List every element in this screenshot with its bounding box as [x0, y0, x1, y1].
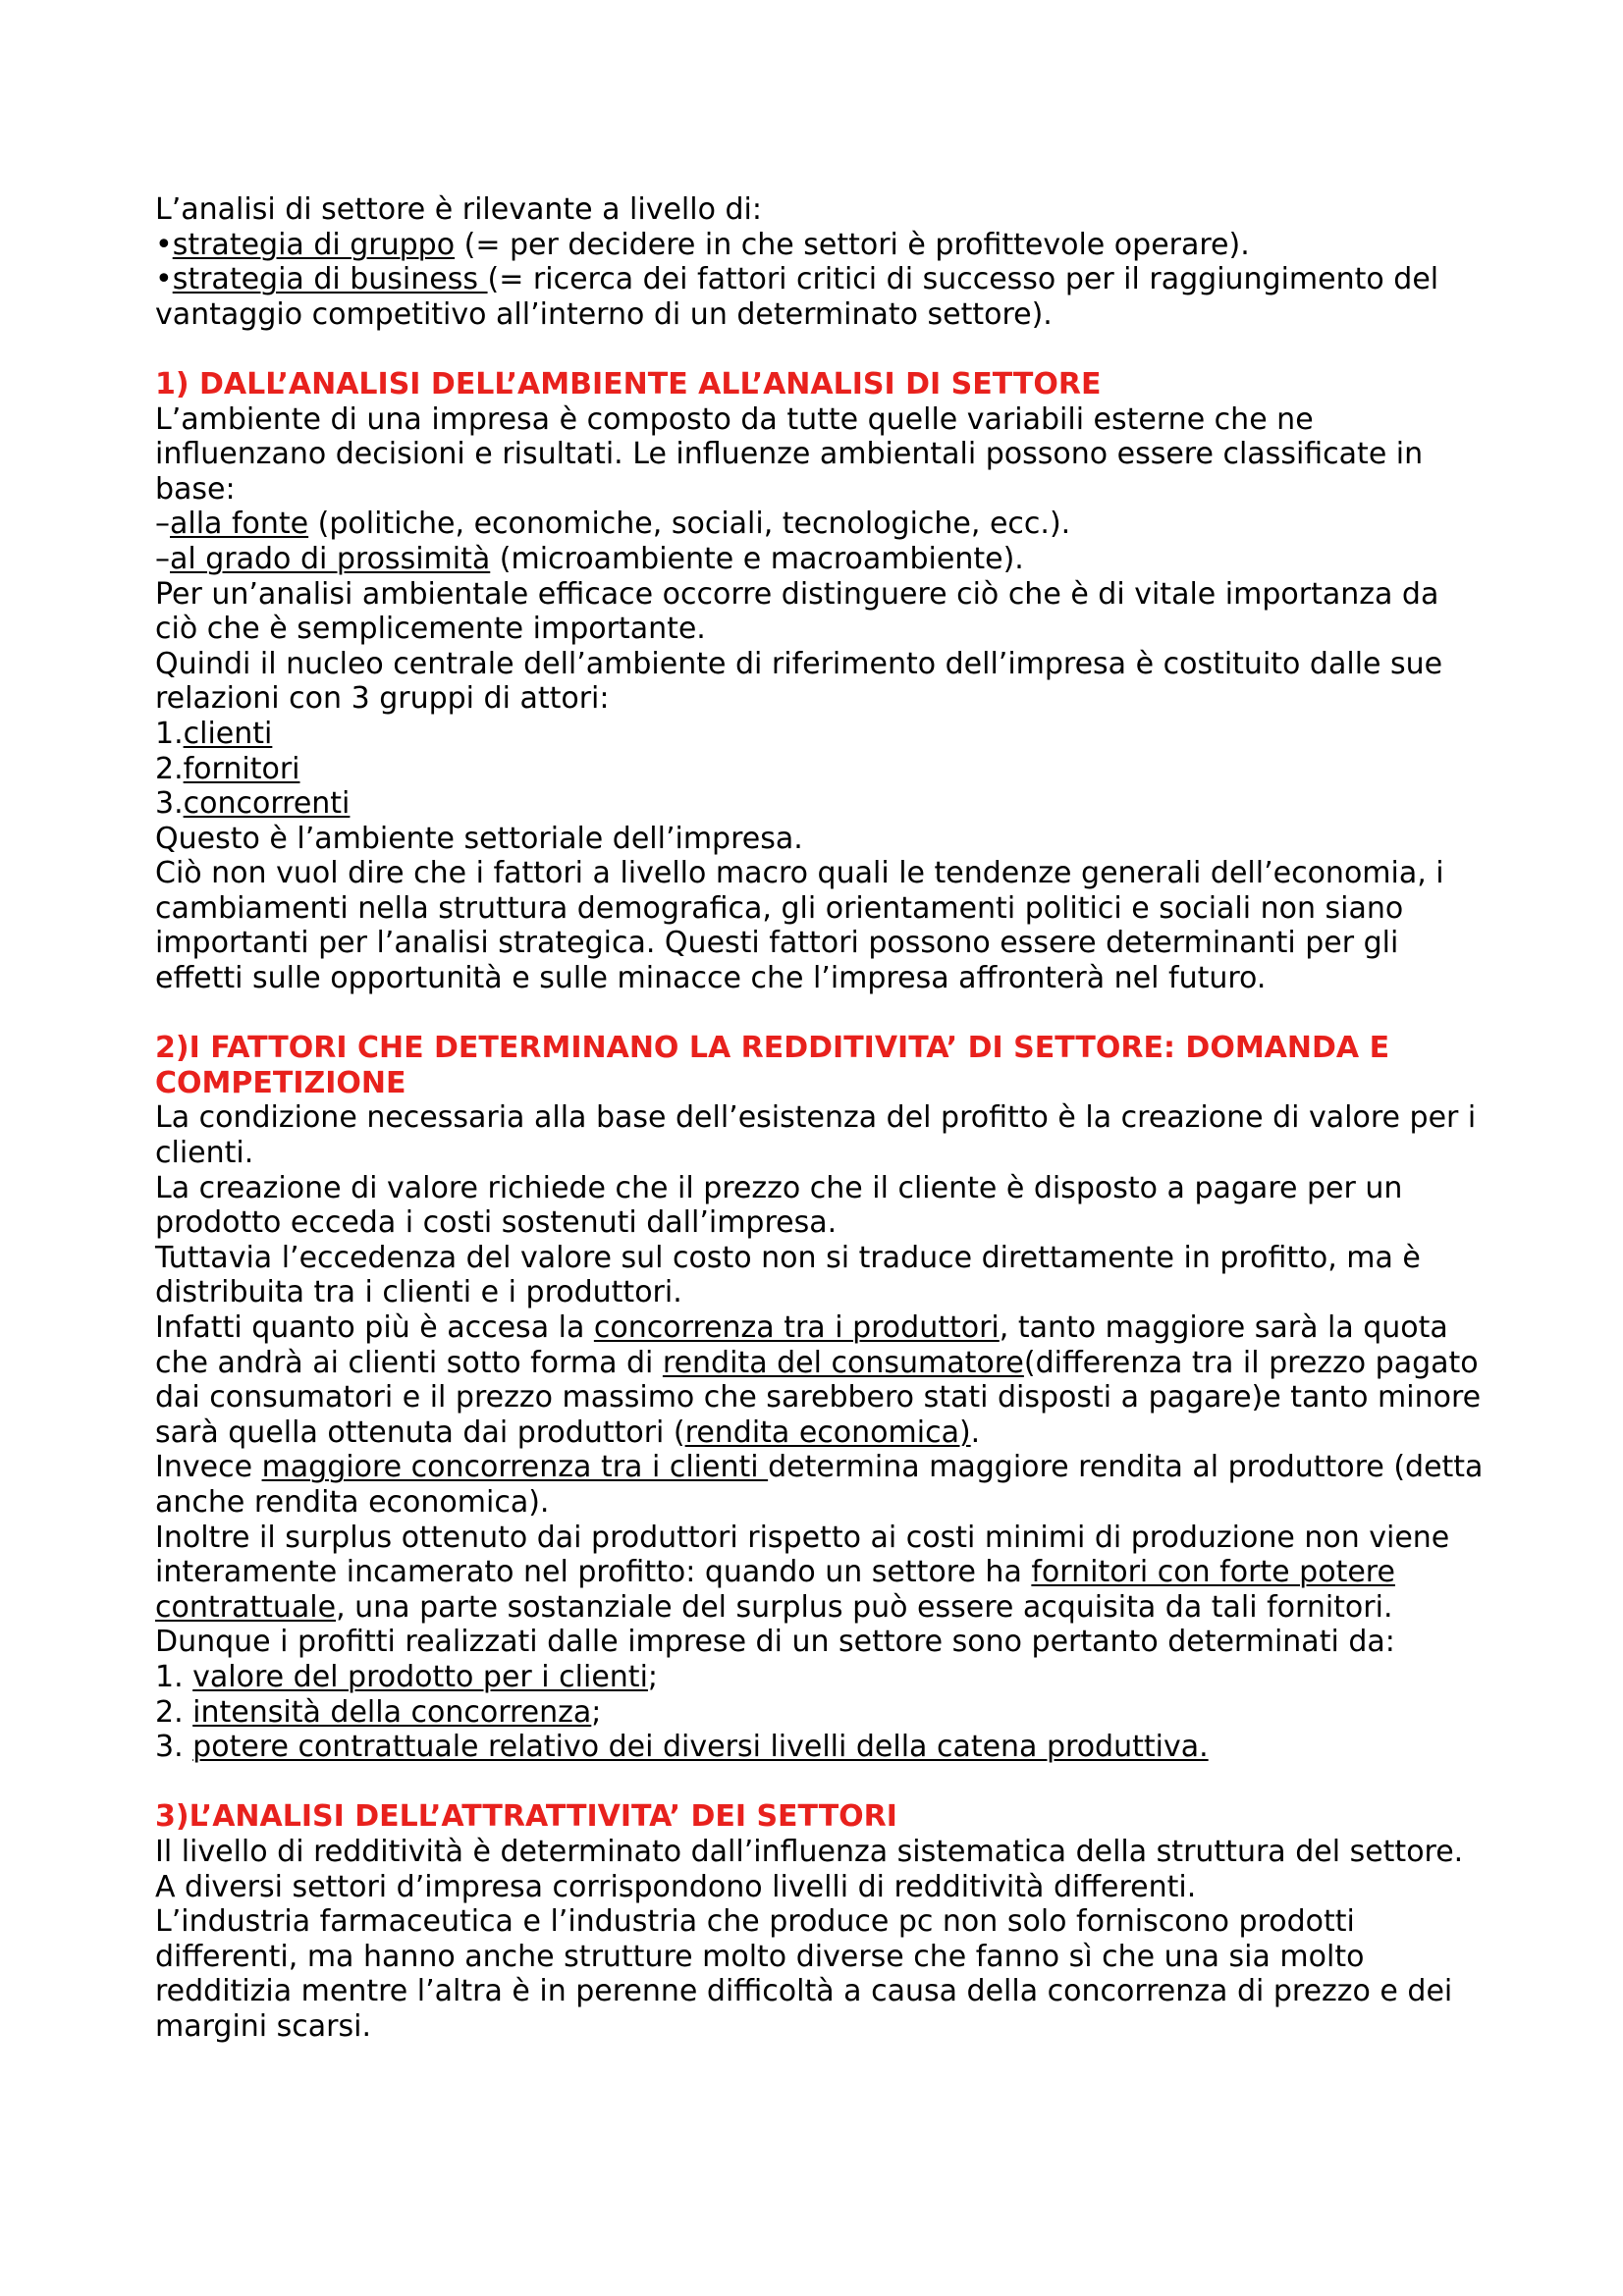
underlined-term: strategia di gruppo: [172, 227, 456, 262]
bullet-item: [155, 262, 1490, 332]
underlined-term: clienti: [183, 716, 273, 751]
dash-item: [155, 507, 1490, 542]
underlined-term: concorrenza tra i produttori: [593, 1310, 1000, 1345]
list-number: 3.: [155, 1730, 193, 1765]
document-body: [155, 192, 1490, 2044]
underlined-term: fornitori: [183, 751, 300, 786]
text-run: Invece: [155, 1450, 262, 1485]
underlined-term: maggiore concorrenza tra i clienti: [261, 1450, 769, 1485]
text-run: ;: [591, 1694, 602, 1730]
underlined-term: alla fonte: [170, 507, 309, 542]
text-run: , una parte sostanziale del surplus può essere acquisita da tali fornitori.: [336, 1589, 1393, 1625]
dash-text: (microambiente e macroambiente).: [490, 541, 1024, 576]
paragraph: L’industria farmaceutica e l’industria che produce pc non solo forniscono prodotti differenti, ma hanno anche strutture molto diverse che fanno sì che una sia molto redditizia mentre l’altra è in perenne difficoltà a causa della concorrenza di prezzo e dei margini scarsi.: [155, 1904, 1453, 2044]
underlined-term: potere contrattuale relativo dei diversi livelli della catena produttiva.: [192, 1730, 1209, 1765]
underlined-term: rendita economica): [684, 1415, 971, 1450]
text-run: (differenza tra il prezzo pagato dai consumatori e il prezzo massimo che sarebbero stati disposti a pagare)e tanto minore sarà quella ottenuta dai produttori (: [155, 1345, 1482, 1450]
list-number: 1.: [155, 1659, 193, 1694]
list-item: [155, 717, 1490, 752]
bullet-symbol: •: [155, 227, 173, 262]
section-heading-3: 3)L’ANALISI DELL’ATTRATTIVITA’ DEI SETTORI: [155, 1799, 897, 1835]
paragraph: L’ambiente di una impresa è composto da tutte quelle variabili esterne che ne influenzano decisioni e risultati. Le influenze ambientali possono essere classificate in base:: [155, 401, 1424, 507]
text-run: , tanto maggiore sarà la quota che andrà ai clienti sotto forma di: [155, 1310, 1448, 1380]
paragraph: Tuttavia l’eccedenza del valore sul costo non si traduce direttamente in profitto, ma è distribuita tra i clienti e i produttori.: [155, 1240, 1421, 1310]
list-item: [155, 1730, 1490, 1765]
underlined-term: fornitori con forte potere contrattuale: [155, 1555, 1395, 1625]
list-number: 3.: [155, 786, 184, 822]
paragraph: Dunque i profitti realizzati dalle imprese di un settore sono pertanto determinati da:: [155, 1625, 1395, 1660]
list-item: [155, 752, 1490, 787]
dash-symbol: –: [155, 541, 170, 576]
bullet-item: [155, 228, 1490, 263]
underlined-term: concorrenti: [183, 786, 351, 822]
text-run: Inoltre il surplus ottenuto dai produttori rispetto ai costi minimi di produzione non viene interamente incamerato nel profitto: quando un settore ha: [155, 1520, 1450, 1590]
dash-text: (politiche, economiche, sociali, tecnologiche, ecc.).: [308, 507, 1071, 542]
dash-symbol: –: [155, 507, 170, 542]
paragraph-gap: [155, 1765, 1490, 1800]
text-run: determina maggiore rendita al produttore (detta anche rendita economica).: [155, 1450, 1484, 1520]
paragraph: [155, 1310, 1490, 1450]
bullet-text: (= per decidere in che settori è profittevole operare).: [455, 227, 1250, 262]
paragraph: La condizione necessaria alla base dell’esistenza del profitto è la creazione di valore per i clienti.: [155, 1100, 1477, 1171]
text-run: ;: [647, 1659, 659, 1694]
underlined-term: strategia di business: [172, 262, 488, 297]
list-number: 2.: [155, 1694, 193, 1730]
text-run: Infatti quanto più è accesa la: [155, 1310, 594, 1345]
paragraph: [155, 1521, 1490, 1626]
list-item: [155, 1695, 1490, 1731]
text-run: .: [970, 1415, 981, 1450]
bullet-text: (= ricerca dei fattori critici di successo per il raggiungimento del vantaggio competitivo all’interno di un determinato settore).: [155, 262, 1439, 332]
paragraph: Il livello di redditività è determinato dall’influenza sistematica della struttura del settore.: [155, 1834, 1464, 1869]
underlined-term: valore del prodotto per i clienti: [192, 1659, 648, 1694]
dash-item: [155, 542, 1490, 577]
section-heading-1: 1) DALL’ANALISI DELL’AMBIENTE ALL’ANALISI DI SETTORE: [155, 366, 1102, 401]
paragraph: A diversi settori d’impresa corrispondono livelli di redditività differenti.: [155, 1869, 1197, 1904]
underlined-term: al grado di prossimità: [170, 541, 491, 576]
list-item: [155, 786, 1490, 822]
paragraph-gap: [155, 332, 1490, 367]
bullet-symbol: •: [155, 262, 173, 297]
paragraph: [155, 1450, 1490, 1520]
section-heading-2: 2)I FATTORI CHE DETERMINANO LA REDDITIVITA’ DI SETTORE: DOMANDA E COMPETIZIONE: [155, 1031, 1390, 1100]
paragraph: Per un’analisi ambientale efficace occorre distinguere ciò che è di vitale importanza da ciò che è semplicemente importante.: [155, 576, 1439, 647]
list-number: 2.: [155, 751, 184, 786]
intro-line: L’analisi di settore è rilevante a livello di:: [155, 192, 762, 227]
paragraph: Questo è l’ambiente settoriale dell’impresa.: [155, 821, 803, 856]
paragraph: Quindi il nucleo centrale dell’ambiente di riferimento dell’impresa è costituito dalle sue relazioni con 3 gruppi di attori:: [155, 646, 1443, 717]
paragraph: La creazione di valore richiede che il prezzo che il cliente è disposto a pagare per un prodotto ecceda i costi sostenuti dall’impresa.: [155, 1170, 1403, 1241]
underlined-term: intensità della concorrenza: [192, 1694, 592, 1730]
underlined-term: rendita del consumatore: [662, 1345, 1024, 1380]
paragraph-gap: [155, 996, 1490, 1032]
paragraph: Ciò non vuol dire che i fattori a livello macro quali le tendenze generali dell’economia, i cambiamenti nella struttura demografica, gli orientamenti politici e sociali non siano importanti per l’analisi strategica. Questi fattori possono essere determinanti per gli effetti sulle opportunità e sulle minacce che l’impresa affronterà nel futuro.: [155, 856, 1444, 996]
list-item: [155, 1660, 1490, 1695]
list-number: 1.: [155, 716, 184, 751]
